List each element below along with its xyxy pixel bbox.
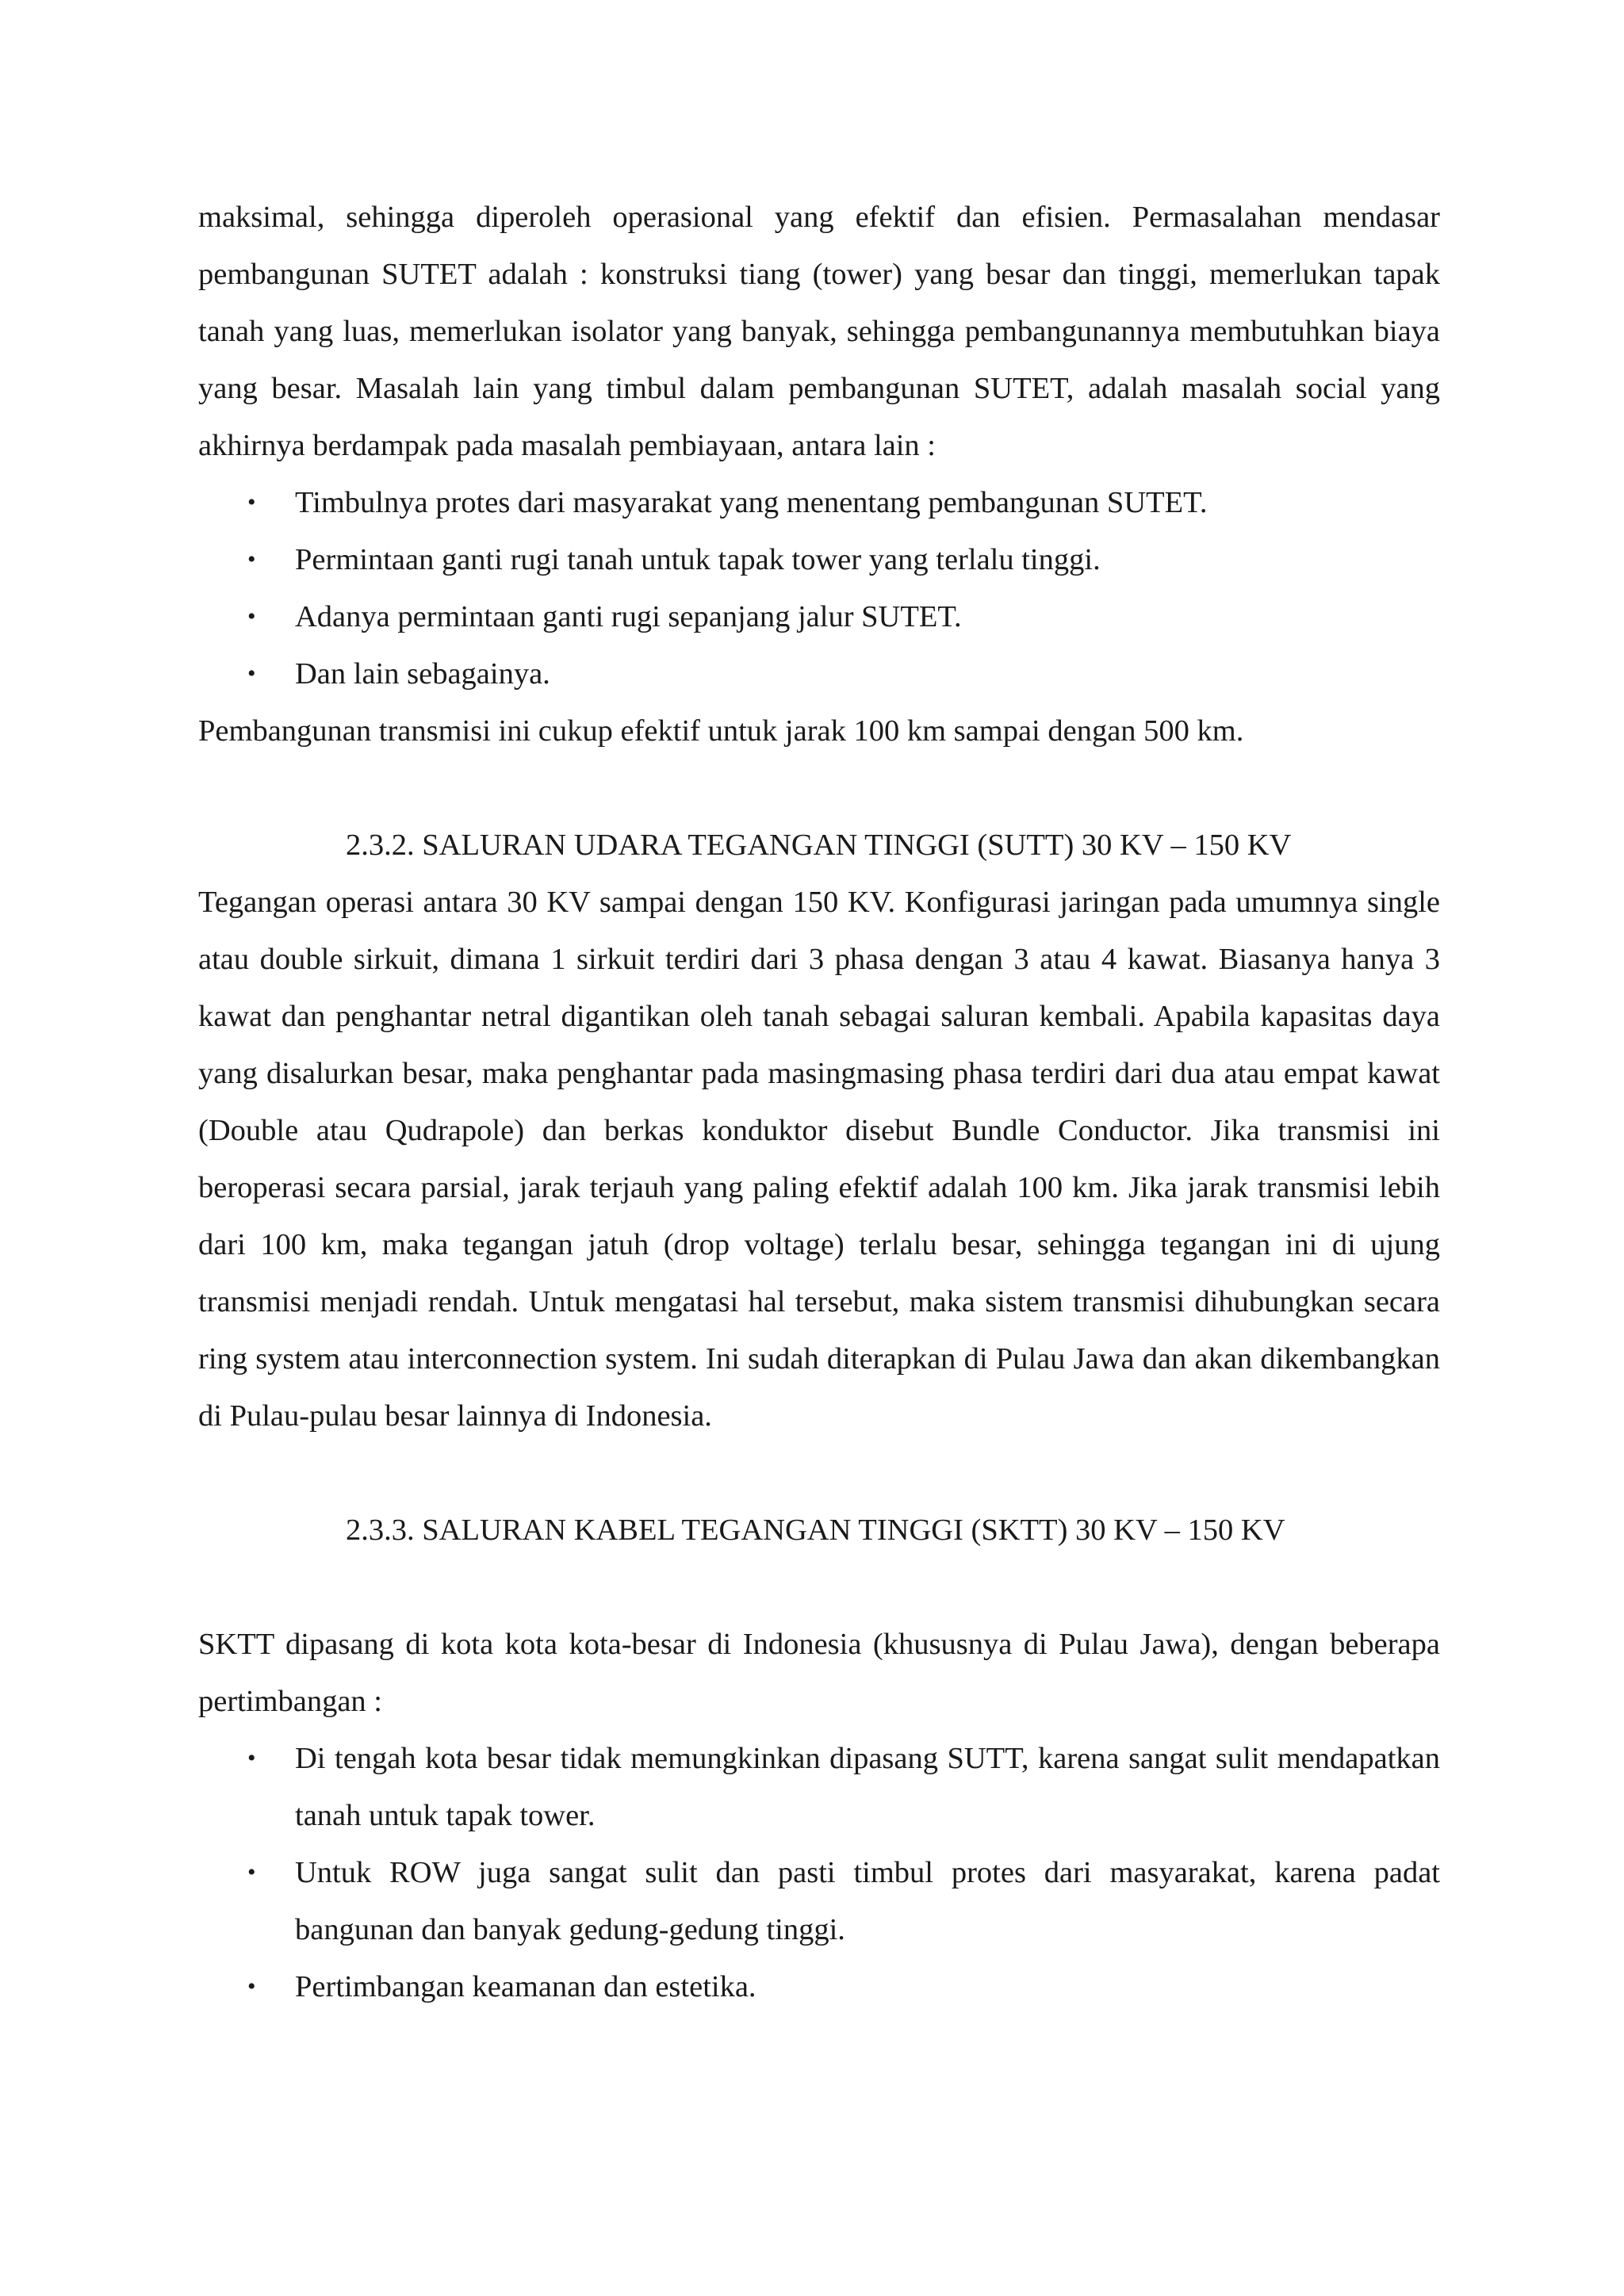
list-item [198, 474, 1440, 531]
bullet-icon: • [247, 489, 256, 515]
bullet-icon: • [247, 546, 256, 572]
list-item-text: Pertimbangan keamanan dan estetika. [295, 1970, 756, 2003]
list-item [198, 531, 1440, 588]
sutet-closing-paragraph: Pembangunan transmisi ini cukup efektif untuk jarak 100 km sampai dengan 500 km. [198, 714, 1244, 748]
list-item [198, 1958, 1440, 2015]
sktt-body-paragraph: SKTT dipasang di kota kota kota-besar di Indonesia (khususnya di Pulau Jawa), dengan beberapa pertimbangan : [198, 1628, 1440, 1718]
section-heading-sutt: 2.3.2. SALURAN UDARA TEGANGAN TINGGI (SUTT) 30 KV – 150 KV [346, 828, 1292, 862]
spacer [198, 1559, 1440, 1616]
list-item [198, 1844, 1440, 1958]
spacer [198, 1445, 1440, 1502]
sktt-consideration-list [198, 1730, 1440, 2015]
list-item-text: Permintaan ganti rugi tanah untuk tapak tower yang terlalu tinggi. [295, 543, 1101, 576]
sutt-body-paragraph: Tegangan operasi antara 30 KV sampai dengan 150 KV. Konfigurasi jaringan pada umumnya single atau double sirkuit, dimana 1 sirkuit terdiri dari 3 phasa dengan 3 atau 4 kawat. Biasanya hanya 3 kawat dan penghantar netral digantikan oleh tanah sebagai saluran kembali. Apabila kapasitas daya yang disalurkan besar, maka penghantar pada masingmasing phasa terdiri dari dua atau empat kawat (Double atau Qudrapole) dan berkas konduktor disebut Bundle Conductor. Jika transmisi ini beroperasi secara parsial, jarak terjauh yang paling efektif adalah 100 km. Jika jarak transmisi lebih dari 100 km, maka tegangan jatuh (drop voltage) terlalu besar, sehingga tegangan ini di ujung transmisi menjadi rendah. Untuk mengatasi hal tersebut, maka sistem transmisi dihubungkan secara ring system atau interconnection system. Ini sudah diterapkan di Pulau Jawa dan akan dikembangkan di Pulau-pulau besar lainnya di Indonesia. [198, 886, 1440, 1433]
list-item-text: Timbulnya protes dari masyarakat yang menentang pembangunan SUTET. [295, 486, 1208, 519]
intro-paragraph: maksimal, sehingga diperoleh operasional yang efektif dan efisien. Permasalahan mendasar pembangunan SUTET adalah : konstruksi tiang (tower) yang besar dan tinggi, memerlukan tapak tanah yang luas, memerlukan isolator yang banyak, sehingga pembangunannya membutuhkan biaya yang besar. Masalah lain yang timbul dalam pembangunan SUTET, adalah masalah social yang akhirnya berdampak pada masalah pembiayaan, antara lain : [198, 201, 1440, 462]
document-page [198, 189, 1440, 2015]
list-item-text: Untuk ROW juga sangat sulit dan pasti timbul protes dari masyarakat, karena padat bangunan dan banyak gedung-gedung tinggi. [295, 1856, 1440, 1946]
sutet-issue-list [198, 474, 1440, 702]
bullet-icon: • [247, 1973, 256, 1999]
spacer [198, 760, 1440, 817]
bullet-icon: • [247, 603, 256, 629]
list-item [198, 588, 1440, 645]
list-item-text: Di tengah kota besar tidak memungkinkan dipasang SUTT, karena sangat sulit mendapatkan tanah untuk tapak tower. [295, 1742, 1440, 1832]
bullet-icon: • [247, 660, 256, 687]
bullet-icon: • [247, 1745, 256, 1771]
bullet-icon: • [247, 1859, 256, 1885]
section-heading-sktt: 2.3.3. SALURAN KABEL TEGANGAN TINGGI (SKTT) 30 KV – 150 KV [346, 1513, 1285, 1547]
list-item [198, 1730, 1440, 1844]
list-item-text: Dan lain sebagainya. [295, 657, 550, 691]
list-item [198, 645, 1440, 702]
list-item-text: Adanya permintaan ganti rugi sepanjang jalur SUTET. [295, 600, 962, 633]
